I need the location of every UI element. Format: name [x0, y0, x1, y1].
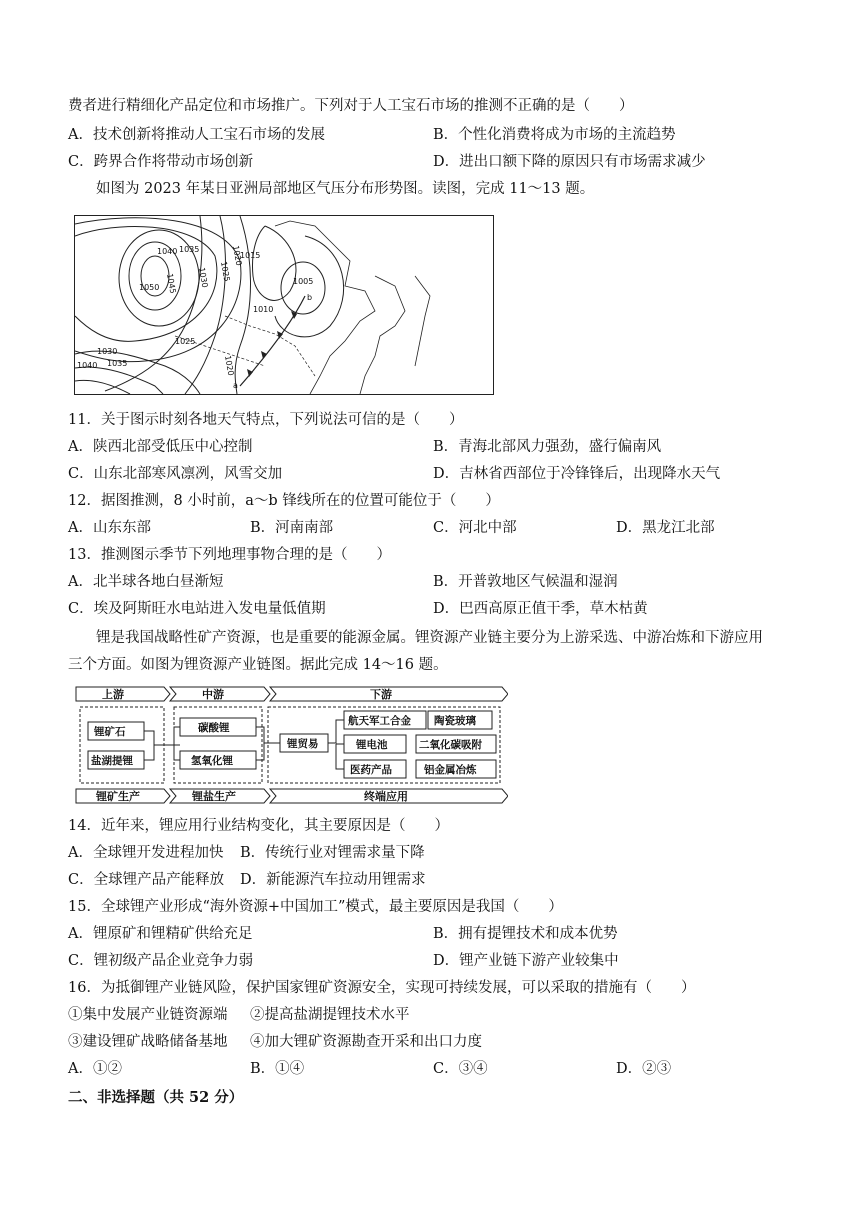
q14-stem: 14．近年来，锂应用行业结构变化，其主要原因是（ ）	[68, 818, 449, 834]
chain-intro-line2: 三个方面。如图为锂资源产业链图。据此完成 14～16 题。	[68, 657, 448, 673]
box-medical: 医药产品	[350, 764, 392, 776]
q15-option-b: B．拥有提锂技术和成本优势	[433, 926, 618, 942]
q16-option-c: C．③④	[433, 1061, 488, 1077]
q16-stem: 16．为抵御锂产业链风险，保护国家锂矿资源安全，实现可持续发展，可以采取的措施有（ ）	[68, 980, 696, 996]
box-lithium-hydroxide: 氢氧化锂	[191, 755, 233, 767]
q11-option-c: C．山东北部寒风凛冽，风雪交加	[68, 466, 283, 482]
chain-intro-line1: 锂是我国战略性矿产资源，也是重要的能源金属。锂资源产业链主要分为上游采选、中游冶炼和下游应用	[96, 630, 763, 646]
box-lithium-ore: 锂矿石	[94, 726, 126, 738]
box-lithium-battery: 锂电池	[356, 739, 388, 751]
isobar-label: 1030	[97, 347, 118, 356]
isobar-label: 1050	[139, 283, 160, 292]
q10-stem: 费者进行精细化产品定位和市场推广。下列对于人工宝石市场的推测不正确的是（ ）	[68, 98, 634, 114]
pressure-map	[74, 215, 494, 395]
q10-option-c: C．跨界合作将带动市场创新	[68, 154, 254, 170]
q13-stem: 13．推测图示季节下列地理事物合理的是（ ）	[68, 547, 391, 563]
q16-item-1: ①集中发展产业链资源端	[68, 1007, 228, 1023]
isobar-label: 1045	[165, 272, 178, 295]
q12-stem: 12．据图推测，8 小时前，a～b 锋线所在的位置可能位于（ ）	[68, 493, 500, 509]
q12-option-a: A．山东东部	[68, 520, 151, 536]
q10-option-d: D．进出口额下降的原因只有市场需求减少	[433, 154, 706, 170]
q14-option-a: A．全球锂开发进程加快	[68, 845, 224, 861]
section-heading: 二、非选择题（共 52 分）	[68, 1089, 244, 1106]
box-salt-lake: 盐湖提锂	[91, 755, 133, 767]
q14-option-c: C．全球锂产品产能释放	[68, 872, 225, 888]
stage-salt-production: 锂盐生产	[192, 790, 236, 803]
q15-option-d: D．锂产业链下游产业较集中	[433, 953, 619, 969]
map-intro: 如图为 2023 年某日亚洲局部地区气压分布形势图。读图，完成 11～13 题。	[96, 181, 595, 197]
isobar-label: 1020	[231, 244, 244, 267]
isobar-label: 1025	[175, 337, 196, 346]
q15-option-c: C．锂初级产品企业竞争力弱	[68, 953, 254, 969]
lithium-chain-diagram	[74, 685, 508, 807]
q13-option-a: A．北半球各地白昼渐短	[68, 574, 224, 590]
q16-item-4: ④加大锂矿资源勘查开采和出口力度	[250, 1034, 482, 1050]
stage-midstream: 中游	[202, 688, 224, 701]
isobar-label: 1035	[107, 359, 128, 368]
q16-option-b: B．①④	[250, 1061, 305, 1077]
box-lithium-carbonate: 碳酸锂	[198, 722, 230, 734]
q16-option-d: D．②③	[616, 1061, 672, 1077]
box-aerospace-alloy: 航天军工合金	[348, 715, 411, 727]
stage-end-use: 终端应用	[364, 790, 408, 803]
q16-item-2: ②提高盐湖提锂技术水平	[250, 1007, 410, 1023]
q13-option-c: C．埃及阿斯旺水电站进入发电量低值期	[68, 601, 326, 617]
q12-option-c: C．河北中部	[433, 520, 517, 536]
isobar-label: 1025	[219, 260, 232, 283]
box-aluminum-smelting: 铝金属冶炼	[424, 764, 477, 776]
q14-option-d: D．新能源汽车拉动用锂需求	[240, 872, 426, 888]
isobar-label: 1040	[157, 247, 178, 256]
q15-stem: 15．全球锂产业形成“海外资源+中国加工”模式，最主要原因是我国（ ）	[68, 899, 563, 915]
box-ceramic-glass: 陶瓷玻璃	[434, 715, 476, 727]
q14-option-b: B．传统行业对锂需求量下降	[240, 845, 425, 861]
q13-option-d: D．巴西高原正值干季，草木枯黄	[433, 601, 648, 617]
isobar-label: 1035	[179, 245, 200, 254]
front-label-a: a	[233, 381, 238, 390]
q10-option-b: B．个性化消费将成为市场的主流趋势	[433, 127, 676, 143]
q11-option-a: A．陕西北部受低压中心控制	[68, 439, 253, 455]
q15-option-a: A．锂原矿和锂精矿供给充足	[68, 926, 253, 942]
stage-downstream: 下游	[370, 688, 392, 701]
q12-option-b: B．河南南部	[250, 520, 334, 536]
isobar-label: 1015	[240, 251, 261, 260]
stage-ore-production: 锂矿生产	[96, 790, 140, 803]
q11-option-d: D．吉林省西部位于冷锋锋后，出现降水天气	[433, 466, 721, 482]
box-co2-absorb: 二氧化碳吸附	[419, 739, 482, 751]
q16-item-3: ③建设锂矿战略储备基地	[68, 1034, 228, 1050]
box-lithium-trade: 锂贸易	[287, 738, 319, 750]
stage-upstream: 上游	[102, 688, 124, 701]
isobar-label: 1010	[253, 305, 274, 314]
q13-option-b: B．开普敦地区气候温和湿润	[433, 574, 618, 590]
isobar-label: 1040	[77, 361, 98, 370]
front-label-b: b	[307, 293, 313, 302]
q16-option-a: A．①②	[68, 1061, 122, 1077]
q12-option-d: D．黑龙江北部	[616, 520, 715, 536]
q10-option-a: A．技术创新将推动人工宝石市场的发展	[68, 127, 325, 143]
isobar-label: 1005	[293, 277, 314, 286]
q11-stem: 11．关于图示时刻各地天气特点，下列说法可信的是（ ）	[68, 412, 464, 428]
isobar-label: 1020	[223, 354, 236, 377]
q11-option-b: B．青海北部风力强劲，盛行偏南风	[433, 439, 662, 455]
isobar-label: 1030	[197, 266, 210, 289]
